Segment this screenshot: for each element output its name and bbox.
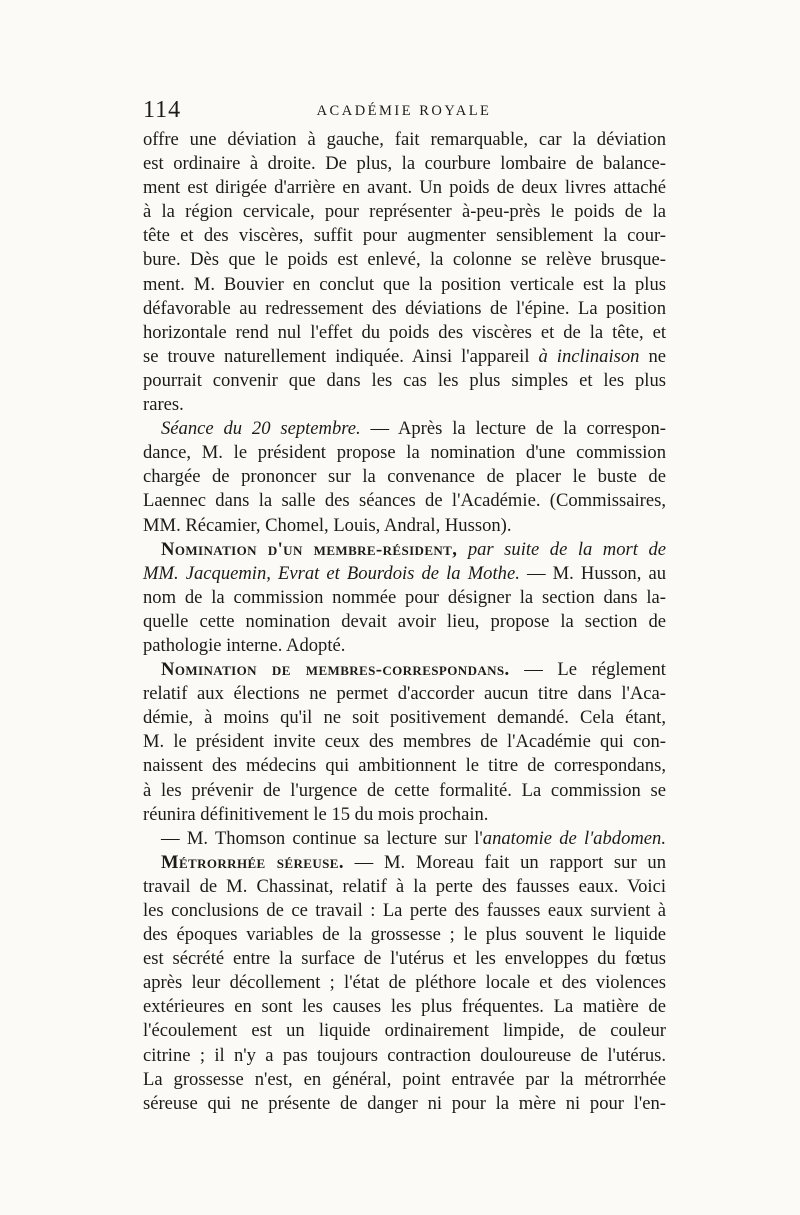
text-line: quelle cette nomination devait avoir lieu, propose la section de [143,610,666,632]
text-line: chargée de prononcer sur la convenance de placer le buste de [143,466,666,488]
text-line [143,658,666,682]
text-line: pourrait convenir que dans les cas les plus simples et les plus [143,369,666,391]
line-part: — M. Moreau fait un rapport sur un [343,851,666,873]
running-head: ACADÉMIE ROYALE [316,103,492,119]
line-part: ne [639,345,666,367]
text-line: citrine ; il n'y a pas toujours contraction douloureuse de l'utérus. [143,1044,666,1066]
text-line: dance, M. le président propose la nomination d'une commission [143,442,666,464]
section-heading: Nomination de membres-correspondans. [161,659,510,681]
text-line: défavorable au redressement des déviations de l'épine. La position [143,297,666,319]
text-line: l'écoulement est un liquide ordinairement limpide, de couleur [143,1020,666,1042]
text-line: rares. [143,394,184,416]
text-line [143,851,666,875]
text-line: des époques variables de la grossesse ; le plus souvent le liquide [143,924,666,946]
line-part: — Après la lecture de la correspon- [360,418,666,440]
text-line: M. le président invite ceux des membres de l'Académie qui con- [143,731,666,753]
text-line: horizontale rend nul l'effet du poids des viscères et de la tête, et [143,321,666,343]
text-line: relatif aux élections ne permet d'accorder aucun titre dans l'Aca- [143,683,666,705]
text-line: à les prévenir de l'urgence de cette formalité. La commission se [143,779,666,801]
italic-term: anatomie de l'abdomen. [482,827,666,849]
text-line: les conclusions de ce travail : La perte des fausses eaux survient à [143,900,666,921]
text-line: offre une déviation à gauche, fait remarquable, car la déviation [143,129,666,150]
page-header [143,97,665,127]
text-line: travail de M. Chassinat, relatif à la perte des fausses eaux. Voici [143,875,666,897]
text-line: réunira définitivement le 15 du mois prochain. [143,803,489,825]
text-line: La grossesse n'est, en général, point entravée par la métrorrhée [143,1068,666,1090]
text-line: séreuse qui ne présente de danger ni pour la mère ni pour l'en- [143,1092,666,1114]
section-heading: Nomination d'un membre-résident, [161,538,458,560]
text-line: Laennec dans la salle des séances de l'Académie. (Commissaires, [143,490,666,512]
section-heading: Métrorrhée séreuse. [161,851,344,873]
text-line [143,562,666,586]
text-line [143,345,666,369]
text-line: naissent des médecins qui ambitionnent le titre de correspondans, [143,755,666,777]
text-line: est sécrété entre la surface de l'utérus et les enveloppes du fœtus [143,948,666,970]
text-line [143,827,666,851]
text-line: à la région cervicale, pour représenter à-peu-près le poids de la [143,201,666,223]
text-line [143,417,666,441]
line-part: se trouve naturellement indiquée. Ainsi l'appareil [143,345,539,367]
text-line: bure. Dès que le poids est enlevé, la colonne se relève brusque- [143,249,666,271]
text-line: pathologie interne. Adopté. [143,634,346,656]
italic-term: à inclinaison [538,345,640,367]
text-line: ment. M. Bouvier en conclut que la position verticale est la plus [143,273,666,295]
text-line [143,538,666,562]
text-line: démie, à moins qu'il ne soit positivement demandé. Cela étant, [143,707,666,729]
line-part: — M. Thomson continue sa lecture sur l' [161,827,483,849]
text-line: extérieures en sont les causes les plus fréquentes. La matière de [143,996,666,1018]
line-part: — Le réglement [509,659,666,681]
text-line: ment est dirigée d'arrière en avant. Un poids de deux livres attaché [143,177,666,199]
session-date: Séance du 20 septembre. [161,418,361,440]
line-part: par suite de la mort de [457,538,666,560]
text-line: tête et des viscères, suffit pour augmenter sensiblement la cour- [143,225,666,247]
page-number: 114 [143,97,182,123]
line-part: MM. Jacquemin, Evrat et Bourdois de la Mothe. [143,562,520,584]
text-line: après leur décollement ; l'état de pléthore locale et des violences [143,972,666,994]
text-line: est ordinaire à droite. De plus, la courbure lombaire de balance- [143,153,666,175]
text-line: MM. Récamier, Chomel, Louis, Andral, Husson). [143,514,512,536]
text-line: nom de la commission nommée pour désigner la section dans la- [143,586,666,608]
body-text [143,128,666,1116]
line-part: — M. Husson, au [519,562,666,584]
